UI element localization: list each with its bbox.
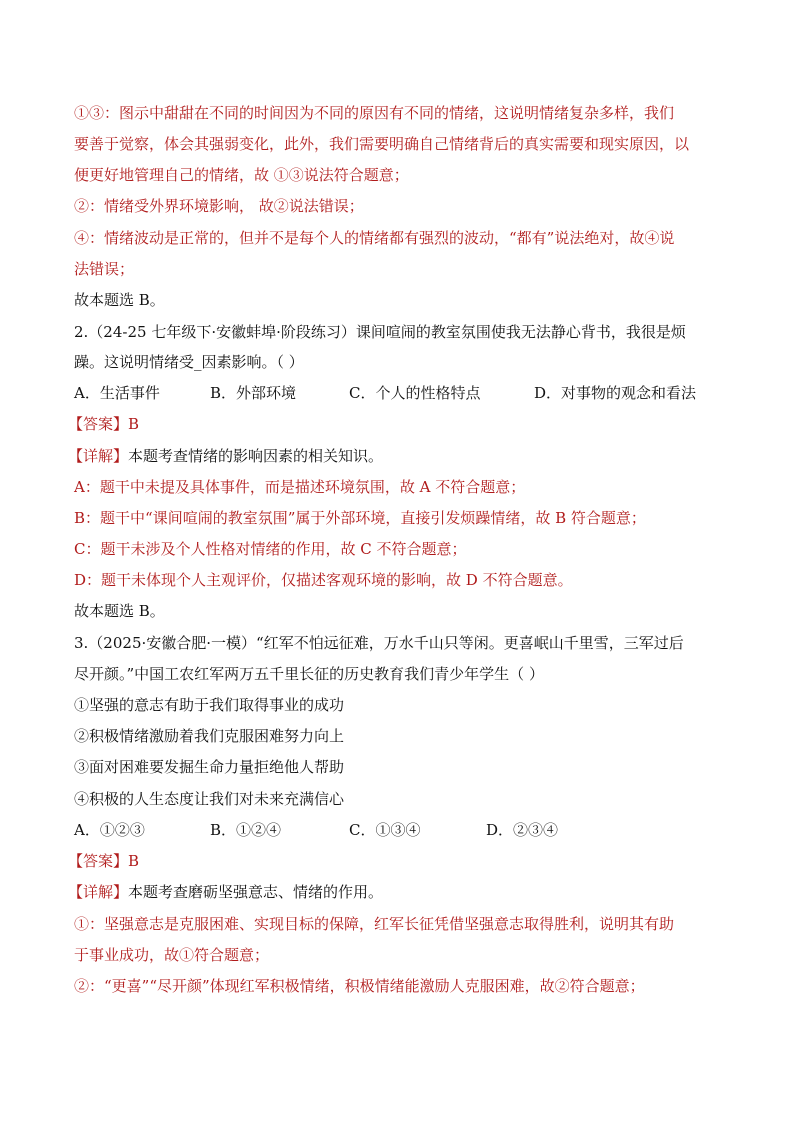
analysis-line: A：题干中未提及具体事件，而是描述环境氛围，故 A 不符合题意；: [74, 478, 526, 496]
analysis-line: 要善于觉察，体会其强弱变化，此外，我们需要明确自己情绪背后的真实需要和现实原因，以: [74, 135, 690, 153]
conclusion-line: 故本题选 B。: [74, 602, 165, 620]
question-stem: 2.（24-25 七年级下·安徽蚌埠·阶段练习）课间喧闹的教室氛围使我无法静心背书，我很是烦: [74, 323, 686, 341]
detail-tag: 【详解】: [68, 883, 129, 901]
detail-tag: 【详解】: [68, 447, 129, 465]
detail-line: [68, 882, 724, 902]
statement-item: ④积极的人生态度让我们对未来充满信心: [74, 790, 345, 808]
analysis-line: ②：“更喜”“尽开颜”体现红军积极情绪，积极情绪能激励人克服困难，故②符合题意；: [74, 977, 645, 995]
question-stem: 尽开颜。”中国工农红军两万五千里长征的历史教育我们青少年学生（ ）: [74, 665, 544, 683]
answer-value: B: [128, 415, 140, 433]
question-stem: 3.（2025·安徽合肥·一模）“红军不怕远征难，万水千山只等闲。更喜岷山千里雪，三军过后: [74, 634, 684, 652]
analysis-line: 便更好地管理自己的情绪，故 ①③说法符合题意；: [74, 166, 409, 184]
option-a: A．生活事件: [74, 384, 160, 402]
analysis-line: 法错误；: [74, 260, 135, 278]
detail-text: 本题考查磨砺坚强意志、情绪的作用。: [128, 883, 384, 901]
analysis-line: ④：情绪波动是正常的，但并不是每个人的情绪都有强烈的波动，“都有”说法绝对，故④说: [74, 229, 675, 247]
statement-item: ③面对困难要发掘生命力量拒绝他人帮助: [74, 758, 345, 776]
analysis-line: B：题干中“课间喧闹的教室氛围”属于外部环境，直接引发烦躁情绪，故 B 符合题意；: [74, 509, 646, 527]
analysis-line: ①③：图示中甜甜在不同的时间因为不同的原因有不同的情绪，这说明情绪复杂多样，我们: [74, 104, 675, 122]
analysis-line: ②：情绪受外界环境影响， 故②说法错误；: [74, 197, 364, 215]
answer-value: B: [128, 852, 140, 870]
option-d: D．对事物的观念和看法: [534, 384, 697, 402]
conclusion-line: 故本题选 B。: [74, 291, 165, 309]
detail-line: [68, 446, 724, 466]
option-c: C．个人的性格特点: [349, 384, 481, 402]
question-stem: 躁。这说明情绪受_因素影响。（ ）: [74, 353, 304, 371]
answer-tag: 【答案】: [68, 415, 129, 433]
option-row: [74, 820, 724, 840]
analysis-line: ①：坚强意志是克服困难、实现目标的保障，红军长征凭借坚强意志取得胜利，说明其有助: [74, 915, 675, 933]
option-b: B．①②④: [210, 821, 282, 839]
option-a: A．①②③: [74, 821, 145, 839]
option-b: B．外部环境: [210, 384, 297, 402]
answer-line: [68, 414, 724, 434]
detail-text: 本题考查情绪的影响因素的相关知识。: [128, 447, 384, 465]
analysis-line: 于事业成功，故①符合题意；: [74, 946, 270, 964]
analysis-line: C：题干未涉及个人性格对情绪的作用，故 C 不符合题意；: [74, 540, 467, 558]
statement-item: ②积极情绪激励着我们克服困难努力向上: [74, 727, 345, 745]
option-row: [74, 383, 724, 403]
analysis-line: D：题干未体现个人主观评价，仅描述客观环境的影响，故 D 不符合题意。: [74, 571, 573, 589]
answer-line: [68, 851, 724, 871]
option-c: C．①③④: [349, 821, 421, 839]
statement-item: ①坚强的意志有助于我们取得事业的成功: [74, 696, 345, 714]
option-d: D．②③④: [486, 821, 559, 839]
answer-tag: 【答案】: [68, 852, 129, 870]
